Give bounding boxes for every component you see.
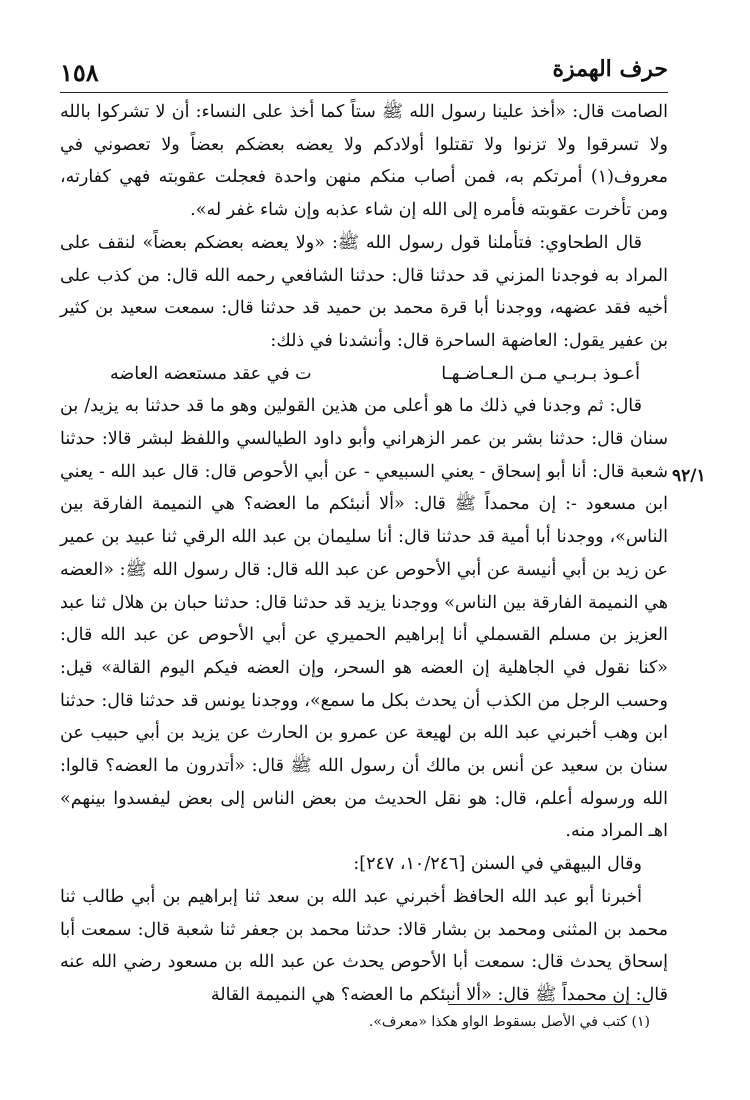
footnote: (١) كتب في الأصل بسقوط الواو هكذا «معرف». xyxy=(368,1014,650,1030)
page-number: ١٥٨ xyxy=(60,58,99,87)
paragraph-1: الصامت قال: «أخذ علينا رسول الله ﷺ ستاً كما أخذ على النساء: أن لا تشركوا بالله ولا تسرقوا ولا تزنوا ولا تقتلوا أولادكم ولا يعضه بعضكم بعضاً ولا تعصوني في معروف(١) أمرتكم به، فمن أصاب منكم منهن واحدة فعجلت عقوبته فهي كفارته، ومن تأخرت عقوبته فأمره إلى الله إن شاء عذبه وإن شاء غفر له». xyxy=(60,102,668,221)
page-header xyxy=(60,52,668,93)
paragraph-5: أخبرنا أبو عبد الله الحافظ أخبرني عبد الله بن سعد ثنا إبراهيم بن أبي طالب ثنا محمد بن المثنى ومحمد بن بشار قالا: حدثنا محمد بن جعفر ثنا شعبة قال: سمعت أبا إسحاق يحدث قال: سمعت أبا الأحوص يحدث عن عبد الله بن مسعود رضي الله عنه قال: إن محمداً ﷺ قال: «ألا أنبئكم ما العضه؟ هي النميمة القالة xyxy=(60,886,668,1005)
paragraph-3: قال: ثم وجدنا في ذلك ما هو أعلى من هذين القولين وهو ما قد حدثنا به يزيد/ بن سنان قال: حدثنا بشر بن عمر الزهراني وأبو داود الطيالسي واللفظ لبشر قالا: حدثنا شعبة قال: أنا أبو إسحاق - يعني السبيعي - عن أبي الأحوص قال: قال عبد الله - يعني ابن مسعود -: إن محمداً ﷺ قال: «ألا أنبئكم ما العضه؟ هي النميمة الفارقة بين الناس»، ووجدنا أبا أمية قد حدثنا قال: أنا سليمان بن عبد الله الرقي ثنا عبيد بن عمير عن زيد بن أبي أنيسة عن أبي الأحوص عن عبد الله قال: قال رسول الله ﷺ: «العضه هي النميمة الفارقة بين الناس» ووجدنا يزيد قد حدثنا قال: حدثنا حبان بن هلال ثنا عبد العزيز بن مسلم القسملي أنا إبراهيم الحميري عن أبي الأحوص عن عبد الله قال: «كنا نقول في الجاهلية إن العضه هو السحر، وإن العضه فيكم اليوم القالة» قيل: وحسب الرجل من الكذب أن يحدث بكل ما سمع»، ووجدنا يونس قد حدثنا قال: حدثنا ابن وهب أخبرني عبد الله بن لهيعة عن عمرو بن الحارث عن يزيد بن أبي حبيب عن سنان بن سعيد عن أنس بن مالك أن رسول الله ﷺ قال: «أتدرون ما العضه؟ قالوا: الله ورسوله أعلم، قال: هو نقل الحديث من بعض الناس إلى بعض ليفسدوا بينهم» اهـ المراد منه. xyxy=(60,396,668,842)
verse-second-hemistich: ت في عقد مستعضه العاضه xyxy=(110,363,312,384)
main-text xyxy=(60,96,668,1012)
poem-verse xyxy=(60,358,668,391)
paragraph-2: قال الطحاوي: فتأملنا قول رسول الله ﷺ: «ولا يعضه بعضكم بعضاً» لنقف على المراد به فوجدنا المزني قد حدثنا قال: حدثنا الشافعي رحمه الله قال: من كذب على أخيه فقد عضهه، ووجدنا أبا قرة محمد بن حميد قد حدثنا قال: سمعت سعيد بن كثير بن عفير يقول: العاضهة الساحرة قال: وأنشدنا في ذلك: xyxy=(60,232,668,351)
verse-first-hemistich: أعـوذ بـربـي مـن الـعـاضـهـا xyxy=(441,363,640,384)
footnote-divider xyxy=(448,1004,650,1005)
paragraph-4: وقال البيهقي في السنن [١٠/٢٤٦، ٢٤٧]: xyxy=(353,854,642,875)
running-title: حرف الهمزة xyxy=(552,56,668,82)
manuscript-folio-ref: ٩٢/١ xyxy=(672,466,706,486)
